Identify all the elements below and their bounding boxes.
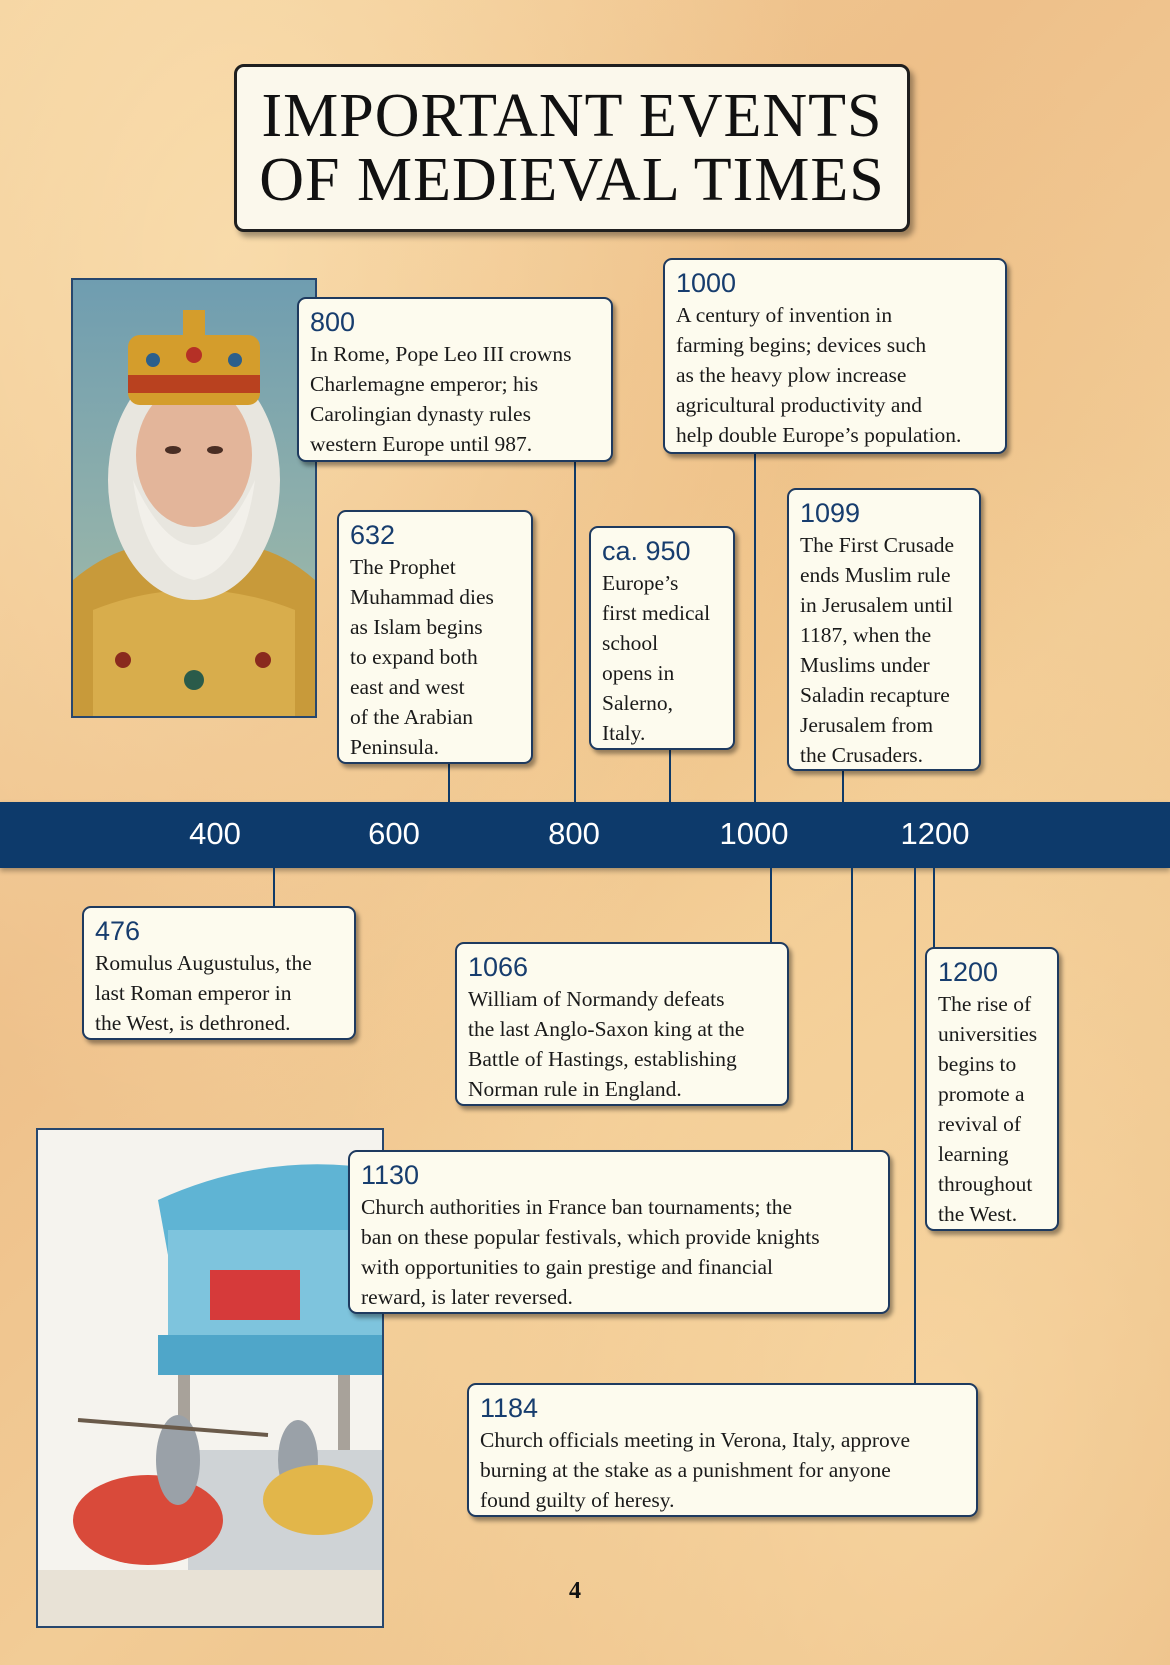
event-box-1099: [787, 488, 981, 771]
page-number: 4: [569, 1578, 581, 1604]
tick-1200: 1200: [900, 816, 970, 851]
charlemagne-portrait: [71, 278, 317, 718]
event-year: 1184: [480, 1393, 539, 1423]
event-text: The rise of universities begins to promote a revival of learning throughout the West.: [938, 992, 1038, 1226]
event-text: Church authorities in France ban tournaments; the ban on these popular festivals, which provide knights with opportunities to gain prestige and financial reward, is later reversed.: [361, 1195, 820, 1309]
event-box-632: [337, 510, 533, 764]
event-box-950: [589, 526, 735, 750]
event-box-1066: [455, 942, 789, 1106]
connector-1184: [914, 868, 916, 1384]
event-box-1130: [348, 1150, 890, 1314]
event-text: William of Normandy defeats the last Anglo-Saxon king at the Battle of Hastings, establishing Norman rule in England.: [468, 987, 745, 1101]
connector-632: [448, 763, 450, 802]
event-text: The First Crusade ends Muslim rule in Jerusalem until 1187, when the Muslims under Saladin recapture Jerusalem from the Crusaders.: [800, 533, 955, 767]
event-year: 1066: [468, 952, 529, 982]
event-text: In Rome, Pope Leo III crowns Charlemagne emperor; his Carolingian dynasty rules western Europe until 987.: [310, 342, 572, 456]
event-year: 800: [310, 307, 356, 337]
event-year: ca. 950: [602, 536, 691, 566]
event-text: Europe’s first medical school opens in Salerno, Italy.: [602, 571, 711, 745]
event-box-800: [297, 297, 613, 462]
event-box-1200: [925, 947, 1059, 1231]
connector-1099: [842, 770, 844, 802]
title-line-2: OF MEDIEVAL TIMES: [259, 146, 885, 214]
event-year: 476: [95, 916, 141, 946]
connector-800: [574, 460, 576, 802]
connector-1130: [851, 868, 853, 1150]
connector-950: [669, 749, 671, 802]
event-text: The Prophet Muhammad dies as Islam begins to expand both east and west of the Arabian Peninsula.: [350, 555, 494, 759]
tick-800: 800: [548, 816, 600, 851]
tick-600: 600: [368, 816, 420, 851]
event-year: 632: [350, 520, 396, 550]
event-text: Church officials meeting in Verona, Italy, approve burning at the stake as a punishment for anyone found guilty of heresy.: [480, 1428, 911, 1512]
connector-1000: [754, 452, 756, 802]
title-line-1: IMPORTANT EVENTS: [261, 82, 883, 150]
event-text: Romulus Augustulus, the last Roman emperor in the West, is dethroned.: [95, 951, 312, 1035]
event-text: A century of invention in farming begins; devices such as the heavy plow increase agricultural productivity and help double Europe’s population.: [676, 303, 962, 447]
event-year: 1000: [676, 268, 737, 298]
tournament-picture: [36, 1128, 384, 1628]
connector-1066: [770, 868, 772, 942]
title-box: [234, 64, 910, 232]
event-box-476: [82, 906, 356, 1040]
event-box-1000: [663, 258, 1007, 454]
event-year: 1200: [938, 957, 999, 987]
event-year: 1130: [361, 1160, 420, 1190]
event-year: 1099: [800, 498, 861, 528]
tick-1000: 1000: [719, 816, 789, 851]
tick-400: 400: [189, 816, 241, 851]
connector-1200: [933, 868, 935, 948]
connector-476: [273, 868, 275, 906]
event-box-1184: [467, 1383, 978, 1517]
